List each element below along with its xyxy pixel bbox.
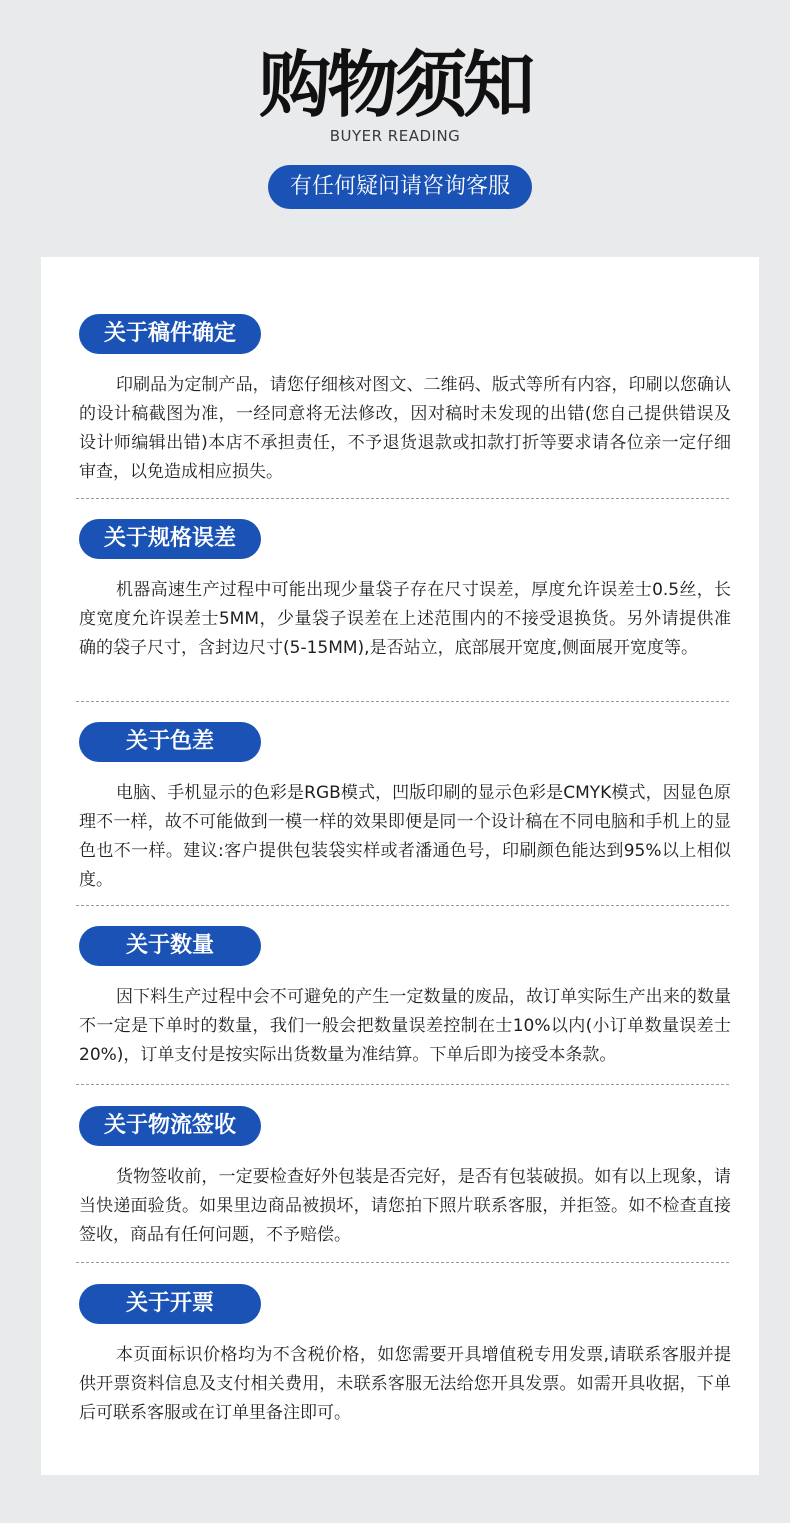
section-divider xyxy=(76,498,729,499)
section-divider xyxy=(76,905,729,906)
section-divider xyxy=(76,701,729,702)
section-body-text: 机器高速生产过程中可能出现少量袋子存在尺寸误差，厚度允许误差士0.5丝，长度宽度允许误差士5MM，少量袋子误差在上述范围内的不接受退换货。另外请提供准确的袋子尺寸，含封边尺寸(5-15MM),是否站立，底部展开宽度,侧面展开宽度等。 xyxy=(79,580,731,658)
section-title-badge: 关于开票 xyxy=(79,1284,261,1324)
section-body-text: 电脑、手机显示的色彩是RGB模式，凹版印刷的显示色彩是CMYK模式，因显色原理不一样，故不可能做到一模一样的效果即便是同一个设计稿在不同电脑和手机上的显色也不一样。建议:客户提供包装袋实样或者潘通色号，印刷颜色能达到95%以上相似度。 xyxy=(79,783,731,890)
section-title-badge: 关于稿件确定 xyxy=(79,314,261,354)
section-divider xyxy=(76,1262,729,1263)
section-body-text: 货物签收前，一定要检查好外包装是否完好，是否有包装破损。如有以上现象，请当快递面验货。如果里边商品被损坏，请您拍下照片联系客服，并拒签。如不检查直接签收，商品有任何问题，不予赔偿。 xyxy=(79,1167,731,1245)
contact-service-button[interactable]: 有任何疑问请咨询客服 xyxy=(268,165,532,209)
section-body-text: 印刷品为定制产品，请您仔细核对图文、二维码、版式等所有内容，印刷以您确认的设计稿截图为准，一经同意将无法修改，因对稿时未发现的出错(您自己提供错误及设计师编辑出错)本店不承担责任，不予退货退款或扣款打折等要求请各位亲一定仔细审查，以免造成相应损失。 xyxy=(79,375,731,482)
page-title: 购物须知 xyxy=(258,43,531,127)
section-title-badge: 关于色差 xyxy=(79,722,261,762)
section-body-text: 因下料生产过程中会不可避免的产生一定数量的废品，故订单实际生产出来的数量不一定是下单时的数量，我们一般会把数量误差控制在士10%以内(小订单数量误差士20%)，订单支付是按实际出货数量为准结算。下单后即为接受本条款。 xyxy=(79,987,731,1065)
notice-card xyxy=(41,257,759,1475)
page-subtitle: BUYER READING xyxy=(329,127,461,145)
section-divider xyxy=(76,1084,729,1085)
section-body-text: 本页面标识价格均为不含税价格，如您需要开具增值税专用发票,请联系客服并提供开票资料信息及支付相关费用，未联系客服无法给您开具发票。如需开具收据，下单后可联系客服或在订单里备注即可。 xyxy=(79,1345,731,1423)
section-title-badge: 关于规格误差 xyxy=(79,519,261,559)
section-title-badge: 关于物流签收 xyxy=(79,1106,261,1146)
section-title-badge: 关于数量 xyxy=(79,926,261,966)
